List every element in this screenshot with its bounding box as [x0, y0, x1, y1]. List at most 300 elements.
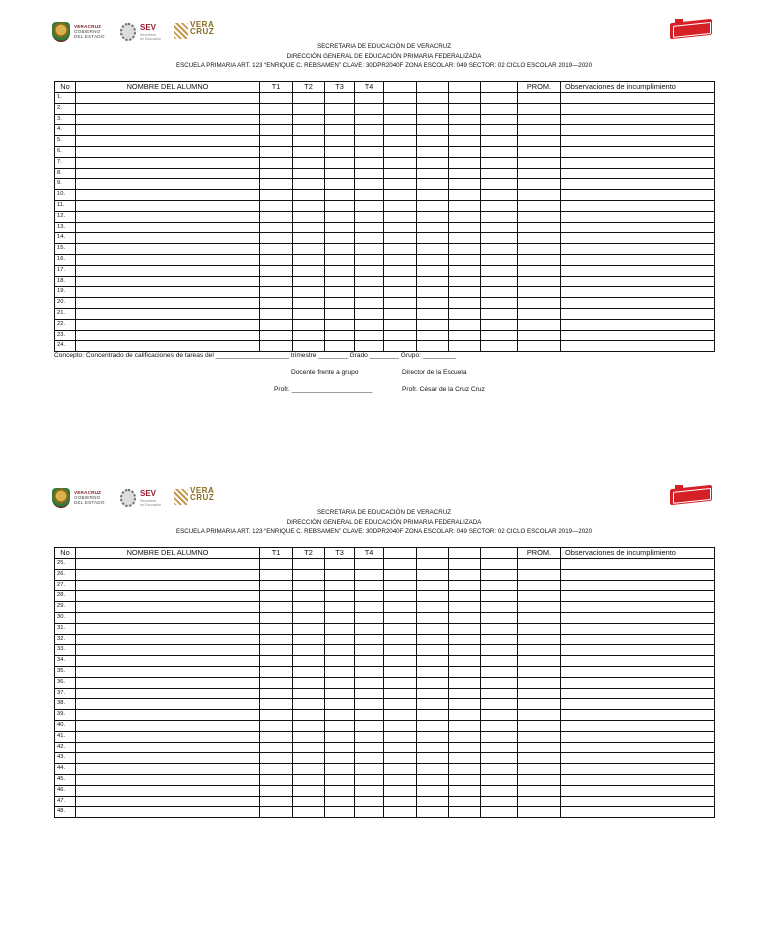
- student-name-cell[interactable]: [76, 114, 260, 125]
- grade-cell[interactable]: [293, 688, 325, 699]
- grade-cell[interactable]: [518, 796, 561, 807]
- observations-cell[interactable]: [561, 287, 715, 298]
- grade-cell[interactable]: [518, 699, 561, 710]
- grade-cell[interactable]: [481, 666, 518, 677]
- grade-cell[interactable]: [449, 146, 481, 157]
- grade-cell[interactable]: [384, 569, 417, 580]
- grade-cell[interactable]: [260, 330, 293, 341]
- grade-cell[interactable]: [481, 677, 518, 688]
- grade-cell[interactable]: [384, 200, 417, 211]
- grade-cell[interactable]: [355, 569, 384, 580]
- grade-cell[interactable]: [293, 807, 325, 818]
- grade-cell[interactable]: [293, 742, 325, 753]
- grade-cell[interactable]: [355, 341, 384, 352]
- grade-cell[interactable]: [518, 157, 561, 168]
- grade-cell[interactable]: [449, 168, 481, 179]
- grade-cell[interactable]: [417, 200, 449, 211]
- grade-cell[interactable]: [355, 699, 384, 710]
- grade-cell[interactable]: [293, 569, 325, 580]
- grade-cell[interactable]: [325, 157, 355, 168]
- grade-cell[interactable]: [325, 254, 355, 265]
- grade-cell[interactable]: [481, 211, 518, 222]
- student-name-cell[interactable]: [76, 244, 260, 255]
- grade-cell[interactable]: [293, 710, 325, 721]
- student-name-cell[interactable]: [76, 612, 260, 623]
- grade-cell[interactable]: [481, 114, 518, 125]
- student-name-cell[interactable]: [76, 666, 260, 677]
- grade-cell[interactable]: [260, 125, 293, 136]
- grade-cell[interactable]: [449, 569, 481, 580]
- observations-cell[interactable]: [561, 114, 715, 125]
- observations-cell[interactable]: [561, 731, 715, 742]
- grade-cell[interactable]: [518, 244, 561, 255]
- observations-cell[interactable]: [561, 190, 715, 201]
- grade-cell[interactable]: [481, 612, 518, 623]
- grade-cell[interactable]: [417, 244, 449, 255]
- grade-cell[interactable]: [384, 612, 417, 623]
- grade-cell[interactable]: [481, 580, 518, 591]
- grade-cell[interactable]: [325, 559, 355, 570]
- grade-cell[interactable]: [481, 308, 518, 319]
- grade-cell[interactable]: [384, 168, 417, 179]
- grade-cell[interactable]: [384, 656, 417, 667]
- student-name-cell[interactable]: [76, 688, 260, 699]
- grade-cell[interactable]: [384, 710, 417, 721]
- grade-cell[interactable]: [325, 666, 355, 677]
- grade-cell[interactable]: [260, 764, 293, 775]
- grade-cell[interactable]: [417, 731, 449, 742]
- grade-cell[interactable]: [449, 276, 481, 287]
- grade-cell[interactable]: [481, 753, 518, 764]
- grade-cell[interactable]: [417, 666, 449, 677]
- grade-cell[interactable]: [325, 136, 355, 147]
- grade-cell[interactable]: [293, 168, 325, 179]
- grade-cell[interactable]: [293, 580, 325, 591]
- grade-cell[interactable]: [449, 656, 481, 667]
- grade-cell[interactable]: [481, 254, 518, 265]
- grade-cell[interactable]: [293, 114, 325, 125]
- grade-cell[interactable]: [293, 341, 325, 352]
- grade-cell[interactable]: [449, 200, 481, 211]
- grade-cell[interactable]: [260, 666, 293, 677]
- student-name-cell[interactable]: [76, 731, 260, 742]
- grade-cell[interactable]: [355, 753, 384, 764]
- grade-cell[interactable]: [355, 645, 384, 656]
- grade-cell[interactable]: [518, 720, 561, 731]
- grade-cell[interactable]: [518, 276, 561, 287]
- student-name-cell[interactable]: [76, 623, 260, 634]
- grade-cell[interactable]: [384, 103, 417, 114]
- grade-cell[interactable]: [325, 190, 355, 201]
- grade-cell[interactable]: [260, 645, 293, 656]
- grade-cell[interactable]: [481, 764, 518, 775]
- grade-cell[interactable]: [260, 308, 293, 319]
- student-name-cell[interactable]: [76, 341, 260, 352]
- grade-cell[interactable]: [355, 233, 384, 244]
- grade-cell[interactable]: [384, 807, 417, 818]
- grade-cell[interactable]: [355, 623, 384, 634]
- grade-cell[interactable]: [384, 233, 417, 244]
- grade-cell[interactable]: [325, 699, 355, 710]
- grade-cell[interactable]: [518, 688, 561, 699]
- grade-cell[interactable]: [325, 114, 355, 125]
- grade-cell[interactable]: [417, 179, 449, 190]
- grade-cell[interactable]: [293, 634, 325, 645]
- grade-cell[interactable]: [449, 612, 481, 623]
- grade-cell[interactable]: [260, 222, 293, 233]
- grade-cell[interactable]: [293, 93, 325, 104]
- grade-cell[interactable]: [449, 298, 481, 309]
- grade-cell[interactable]: [449, 308, 481, 319]
- grade-cell[interactable]: [481, 244, 518, 255]
- grade-cell[interactable]: [355, 190, 384, 201]
- grade-cell[interactable]: [384, 244, 417, 255]
- observations-cell[interactable]: [561, 298, 715, 309]
- grade-cell[interactable]: [355, 287, 384, 298]
- grade-cell[interactable]: [518, 785, 561, 796]
- grade-cell[interactable]: [481, 720, 518, 731]
- grade-cell[interactable]: [355, 200, 384, 211]
- student-name-cell[interactable]: [76, 319, 260, 330]
- student-name-cell[interactable]: [76, 254, 260, 265]
- observations-cell[interactable]: [561, 559, 715, 570]
- grade-cell[interactable]: [293, 287, 325, 298]
- observations-cell[interactable]: [561, 753, 715, 764]
- grade-cell[interactable]: [325, 796, 355, 807]
- grade-cell[interactable]: [260, 190, 293, 201]
- grade-cell[interactable]: [384, 276, 417, 287]
- grade-cell[interactable]: [293, 764, 325, 775]
- observations-cell[interactable]: [561, 179, 715, 190]
- grade-cell[interactable]: [260, 688, 293, 699]
- grade-cell[interactable]: [384, 308, 417, 319]
- grade-cell[interactable]: [325, 200, 355, 211]
- grade-cell[interactable]: [355, 298, 384, 309]
- grade-cell[interactable]: [355, 136, 384, 147]
- grade-cell[interactable]: [260, 699, 293, 710]
- grade-cell[interactable]: [481, 298, 518, 309]
- grade-cell[interactable]: [449, 677, 481, 688]
- grade-cell[interactable]: [260, 796, 293, 807]
- observations-cell[interactable]: [561, 308, 715, 319]
- grade-cell[interactable]: [355, 222, 384, 233]
- grade-cell[interactable]: [518, 298, 561, 309]
- grade-cell[interactable]: [260, 710, 293, 721]
- grade-cell[interactable]: [518, 710, 561, 721]
- grade-cell[interactable]: [384, 666, 417, 677]
- observations-cell[interactable]: [561, 569, 715, 580]
- grade-cell[interactable]: [355, 103, 384, 114]
- grade-cell[interactable]: [293, 645, 325, 656]
- grade-cell[interactable]: [449, 244, 481, 255]
- grade-cell[interactable]: [481, 265, 518, 276]
- grade-cell[interactable]: [417, 807, 449, 818]
- grade-cell[interactable]: [518, 623, 561, 634]
- grade-cell[interactable]: [518, 656, 561, 667]
- grade-cell[interactable]: [325, 645, 355, 656]
- grade-cell[interactable]: [355, 774, 384, 785]
- grade-cell[interactable]: [518, 114, 561, 125]
- student-name-cell[interactable]: [76, 742, 260, 753]
- observations-cell[interactable]: [561, 580, 715, 591]
- grade-cell[interactable]: [325, 764, 355, 775]
- grade-cell[interactable]: [384, 211, 417, 222]
- grade-cell[interactable]: [481, 276, 518, 287]
- grade-cell[interactable]: [325, 233, 355, 244]
- grade-cell[interactable]: [325, 612, 355, 623]
- grade-cell[interactable]: [325, 602, 355, 613]
- observations-cell[interactable]: [561, 103, 715, 114]
- student-name-cell[interactable]: [76, 580, 260, 591]
- grade-cell[interactable]: [355, 710, 384, 721]
- observations-cell[interactable]: [561, 157, 715, 168]
- grade-cell[interactable]: [384, 677, 417, 688]
- grade-cell[interactable]: [449, 125, 481, 136]
- grade-cell[interactable]: [355, 244, 384, 255]
- observations-cell[interactable]: [561, 136, 715, 147]
- observations-cell[interactable]: [561, 330, 715, 341]
- grade-cell[interactable]: [260, 742, 293, 753]
- grade-cell[interactable]: [293, 623, 325, 634]
- grade-cell[interactable]: [260, 200, 293, 211]
- grade-cell[interactable]: [518, 136, 561, 147]
- observations-cell[interactable]: [561, 720, 715, 731]
- student-name-cell[interactable]: [76, 677, 260, 688]
- student-name-cell[interactable]: [76, 308, 260, 319]
- grade-cell[interactable]: [384, 287, 417, 298]
- grade-cell[interactable]: [518, 559, 561, 570]
- student-name-cell[interactable]: [76, 720, 260, 731]
- grade-cell[interactable]: [449, 93, 481, 104]
- grade-cell[interactable]: [325, 319, 355, 330]
- student-name-cell[interactable]: [76, 753, 260, 764]
- grade-cell[interactable]: [384, 254, 417, 265]
- grade-cell[interactable]: [417, 602, 449, 613]
- grade-cell[interactable]: [417, 634, 449, 645]
- grade-cell[interactable]: [260, 233, 293, 244]
- grade-cell[interactable]: [325, 265, 355, 276]
- grade-cell[interactable]: [481, 93, 518, 104]
- grade-cell[interactable]: [518, 634, 561, 645]
- grade-cell[interactable]: [260, 677, 293, 688]
- grade-cell[interactable]: [417, 168, 449, 179]
- grade-cell[interactable]: [325, 287, 355, 298]
- grade-cell[interactable]: [384, 785, 417, 796]
- grade-cell[interactable]: [481, 731, 518, 742]
- grade-cell[interactable]: [417, 774, 449, 785]
- grade-cell[interactable]: [293, 125, 325, 136]
- grade-cell[interactable]: [260, 136, 293, 147]
- grade-cell[interactable]: [481, 796, 518, 807]
- grade-cell[interactable]: [481, 807, 518, 818]
- grade-cell[interactable]: [355, 265, 384, 276]
- grade-cell[interactable]: [384, 591, 417, 602]
- grade-cell[interactable]: [449, 764, 481, 775]
- grade-cell[interactable]: [449, 602, 481, 613]
- grade-cell[interactable]: [260, 319, 293, 330]
- observations-cell[interactable]: [561, 265, 715, 276]
- observations-cell[interactable]: [561, 623, 715, 634]
- grade-cell[interactable]: [293, 157, 325, 168]
- student-name-cell[interactable]: [76, 591, 260, 602]
- grade-cell[interactable]: [417, 785, 449, 796]
- grade-cell[interactable]: [325, 93, 355, 104]
- observations-cell[interactable]: [561, 677, 715, 688]
- grade-cell[interactable]: [293, 559, 325, 570]
- observations-cell[interactable]: [561, 341, 715, 352]
- grade-cell[interactable]: [481, 146, 518, 157]
- grade-cell[interactable]: [355, 742, 384, 753]
- observations-cell[interactable]: [561, 656, 715, 667]
- observations-cell[interactable]: [561, 125, 715, 136]
- grade-cell[interactable]: [481, 634, 518, 645]
- grade-cell[interactable]: [518, 742, 561, 753]
- grade-cell[interactable]: [449, 157, 481, 168]
- grade-cell[interactable]: [293, 233, 325, 244]
- student-name-cell[interactable]: [76, 146, 260, 157]
- grade-cell[interactable]: [417, 677, 449, 688]
- grade-cell[interactable]: [449, 330, 481, 341]
- grade-cell[interactable]: [417, 559, 449, 570]
- grade-cell[interactable]: [449, 785, 481, 796]
- grade-cell[interactable]: [355, 720, 384, 731]
- student-name-cell[interactable]: [76, 764, 260, 775]
- grade-cell[interactable]: [293, 774, 325, 785]
- grade-cell[interactable]: [417, 222, 449, 233]
- student-name-cell[interactable]: [76, 634, 260, 645]
- grade-cell[interactable]: [325, 656, 355, 667]
- grade-cell[interactable]: [384, 136, 417, 147]
- grade-cell[interactable]: [481, 623, 518, 634]
- grade-cell[interactable]: [518, 602, 561, 613]
- grade-cell[interactable]: [518, 666, 561, 677]
- grade-cell[interactable]: [293, 190, 325, 201]
- student-name-cell[interactable]: [76, 710, 260, 721]
- grade-cell[interactable]: [481, 785, 518, 796]
- grade-cell[interactable]: [417, 287, 449, 298]
- grade-cell[interactable]: [481, 330, 518, 341]
- grade-cell[interactable]: [449, 796, 481, 807]
- grade-cell[interactable]: [260, 580, 293, 591]
- grade-cell[interactable]: [481, 179, 518, 190]
- grade-cell[interactable]: [325, 168, 355, 179]
- grade-cell[interactable]: [293, 298, 325, 309]
- grade-cell[interactable]: [518, 190, 561, 201]
- grade-cell[interactable]: [417, 742, 449, 753]
- grade-cell[interactable]: [518, 677, 561, 688]
- grade-cell[interactable]: [481, 341, 518, 352]
- grade-cell[interactable]: [355, 591, 384, 602]
- student-name-cell[interactable]: [76, 200, 260, 211]
- grade-cell[interactable]: [293, 254, 325, 265]
- grade-cell[interactable]: [417, 341, 449, 352]
- grade-cell[interactable]: [481, 559, 518, 570]
- grade-cell[interactable]: [417, 764, 449, 775]
- grade-cell[interactable]: [355, 168, 384, 179]
- grade-cell[interactable]: [325, 591, 355, 602]
- grade-cell[interactable]: [449, 580, 481, 591]
- grade-cell[interactable]: [449, 774, 481, 785]
- grade-cell[interactable]: [260, 785, 293, 796]
- grade-cell[interactable]: [325, 688, 355, 699]
- grade-cell[interactable]: [481, 233, 518, 244]
- observations-cell[interactable]: [561, 742, 715, 753]
- grade-cell[interactable]: [325, 677, 355, 688]
- grade-cell[interactable]: [260, 244, 293, 255]
- grade-cell[interactable]: [417, 298, 449, 309]
- student-name-cell[interactable]: [76, 298, 260, 309]
- grade-cell[interactable]: [518, 591, 561, 602]
- observations-cell[interactable]: [561, 211, 715, 222]
- grade-cell[interactable]: [417, 276, 449, 287]
- grade-cell[interactable]: [449, 753, 481, 764]
- grade-cell[interactable]: [260, 569, 293, 580]
- grade-cell[interactable]: [481, 190, 518, 201]
- grade-cell[interactable]: [325, 569, 355, 580]
- grade-cell[interactable]: [518, 764, 561, 775]
- grade-cell[interactable]: [293, 612, 325, 623]
- grade-cell[interactable]: [355, 677, 384, 688]
- grade-cell[interactable]: [518, 319, 561, 330]
- grade-cell[interactable]: [384, 796, 417, 807]
- observations-cell[interactable]: [561, 688, 715, 699]
- grade-cell[interactable]: [293, 720, 325, 731]
- grade-cell[interactable]: [417, 136, 449, 147]
- observations-cell[interactable]: [561, 222, 715, 233]
- grade-cell[interactable]: [417, 612, 449, 623]
- grade-cell[interactable]: [481, 287, 518, 298]
- grade-cell[interactable]: [449, 710, 481, 721]
- grade-cell[interactable]: [293, 103, 325, 114]
- grade-cell[interactable]: [293, 265, 325, 276]
- grade-cell[interactable]: [384, 93, 417, 104]
- grade-cell[interactable]: [325, 774, 355, 785]
- grade-cell[interactable]: [355, 559, 384, 570]
- grade-cell[interactable]: [325, 634, 355, 645]
- grade-cell[interactable]: [481, 569, 518, 580]
- grade-cell[interactable]: [260, 753, 293, 764]
- student-name-cell[interactable]: [76, 774, 260, 785]
- grade-cell[interactable]: [293, 222, 325, 233]
- grade-cell[interactable]: [449, 634, 481, 645]
- grade-cell[interactable]: [325, 211, 355, 222]
- grade-cell[interactable]: [384, 742, 417, 753]
- student-name-cell[interactable]: [76, 125, 260, 136]
- student-name-cell[interactable]: [76, 276, 260, 287]
- grade-cell[interactable]: [384, 179, 417, 190]
- grade-cell[interactable]: [449, 341, 481, 352]
- grade-cell[interactable]: [325, 244, 355, 255]
- grade-cell[interactable]: [518, 103, 561, 114]
- student-name-cell[interactable]: [76, 233, 260, 244]
- grade-cell[interactable]: [481, 774, 518, 785]
- observations-cell[interactable]: [561, 602, 715, 613]
- grade-cell[interactable]: [355, 114, 384, 125]
- grade-cell[interactable]: [260, 157, 293, 168]
- grade-cell[interactable]: [384, 688, 417, 699]
- grade-cell[interactable]: [384, 602, 417, 613]
- grade-cell[interactable]: [518, 93, 561, 104]
- grade-cell[interactable]: [481, 688, 518, 699]
- grade-cell[interactable]: [518, 330, 561, 341]
- grade-cell[interactable]: [260, 93, 293, 104]
- grade-cell[interactable]: [518, 753, 561, 764]
- grade-cell[interactable]: [293, 200, 325, 211]
- grade-cell[interactable]: [417, 591, 449, 602]
- grade-cell[interactable]: [384, 222, 417, 233]
- grade-cell[interactable]: [293, 276, 325, 287]
- grade-cell[interactable]: [449, 623, 481, 634]
